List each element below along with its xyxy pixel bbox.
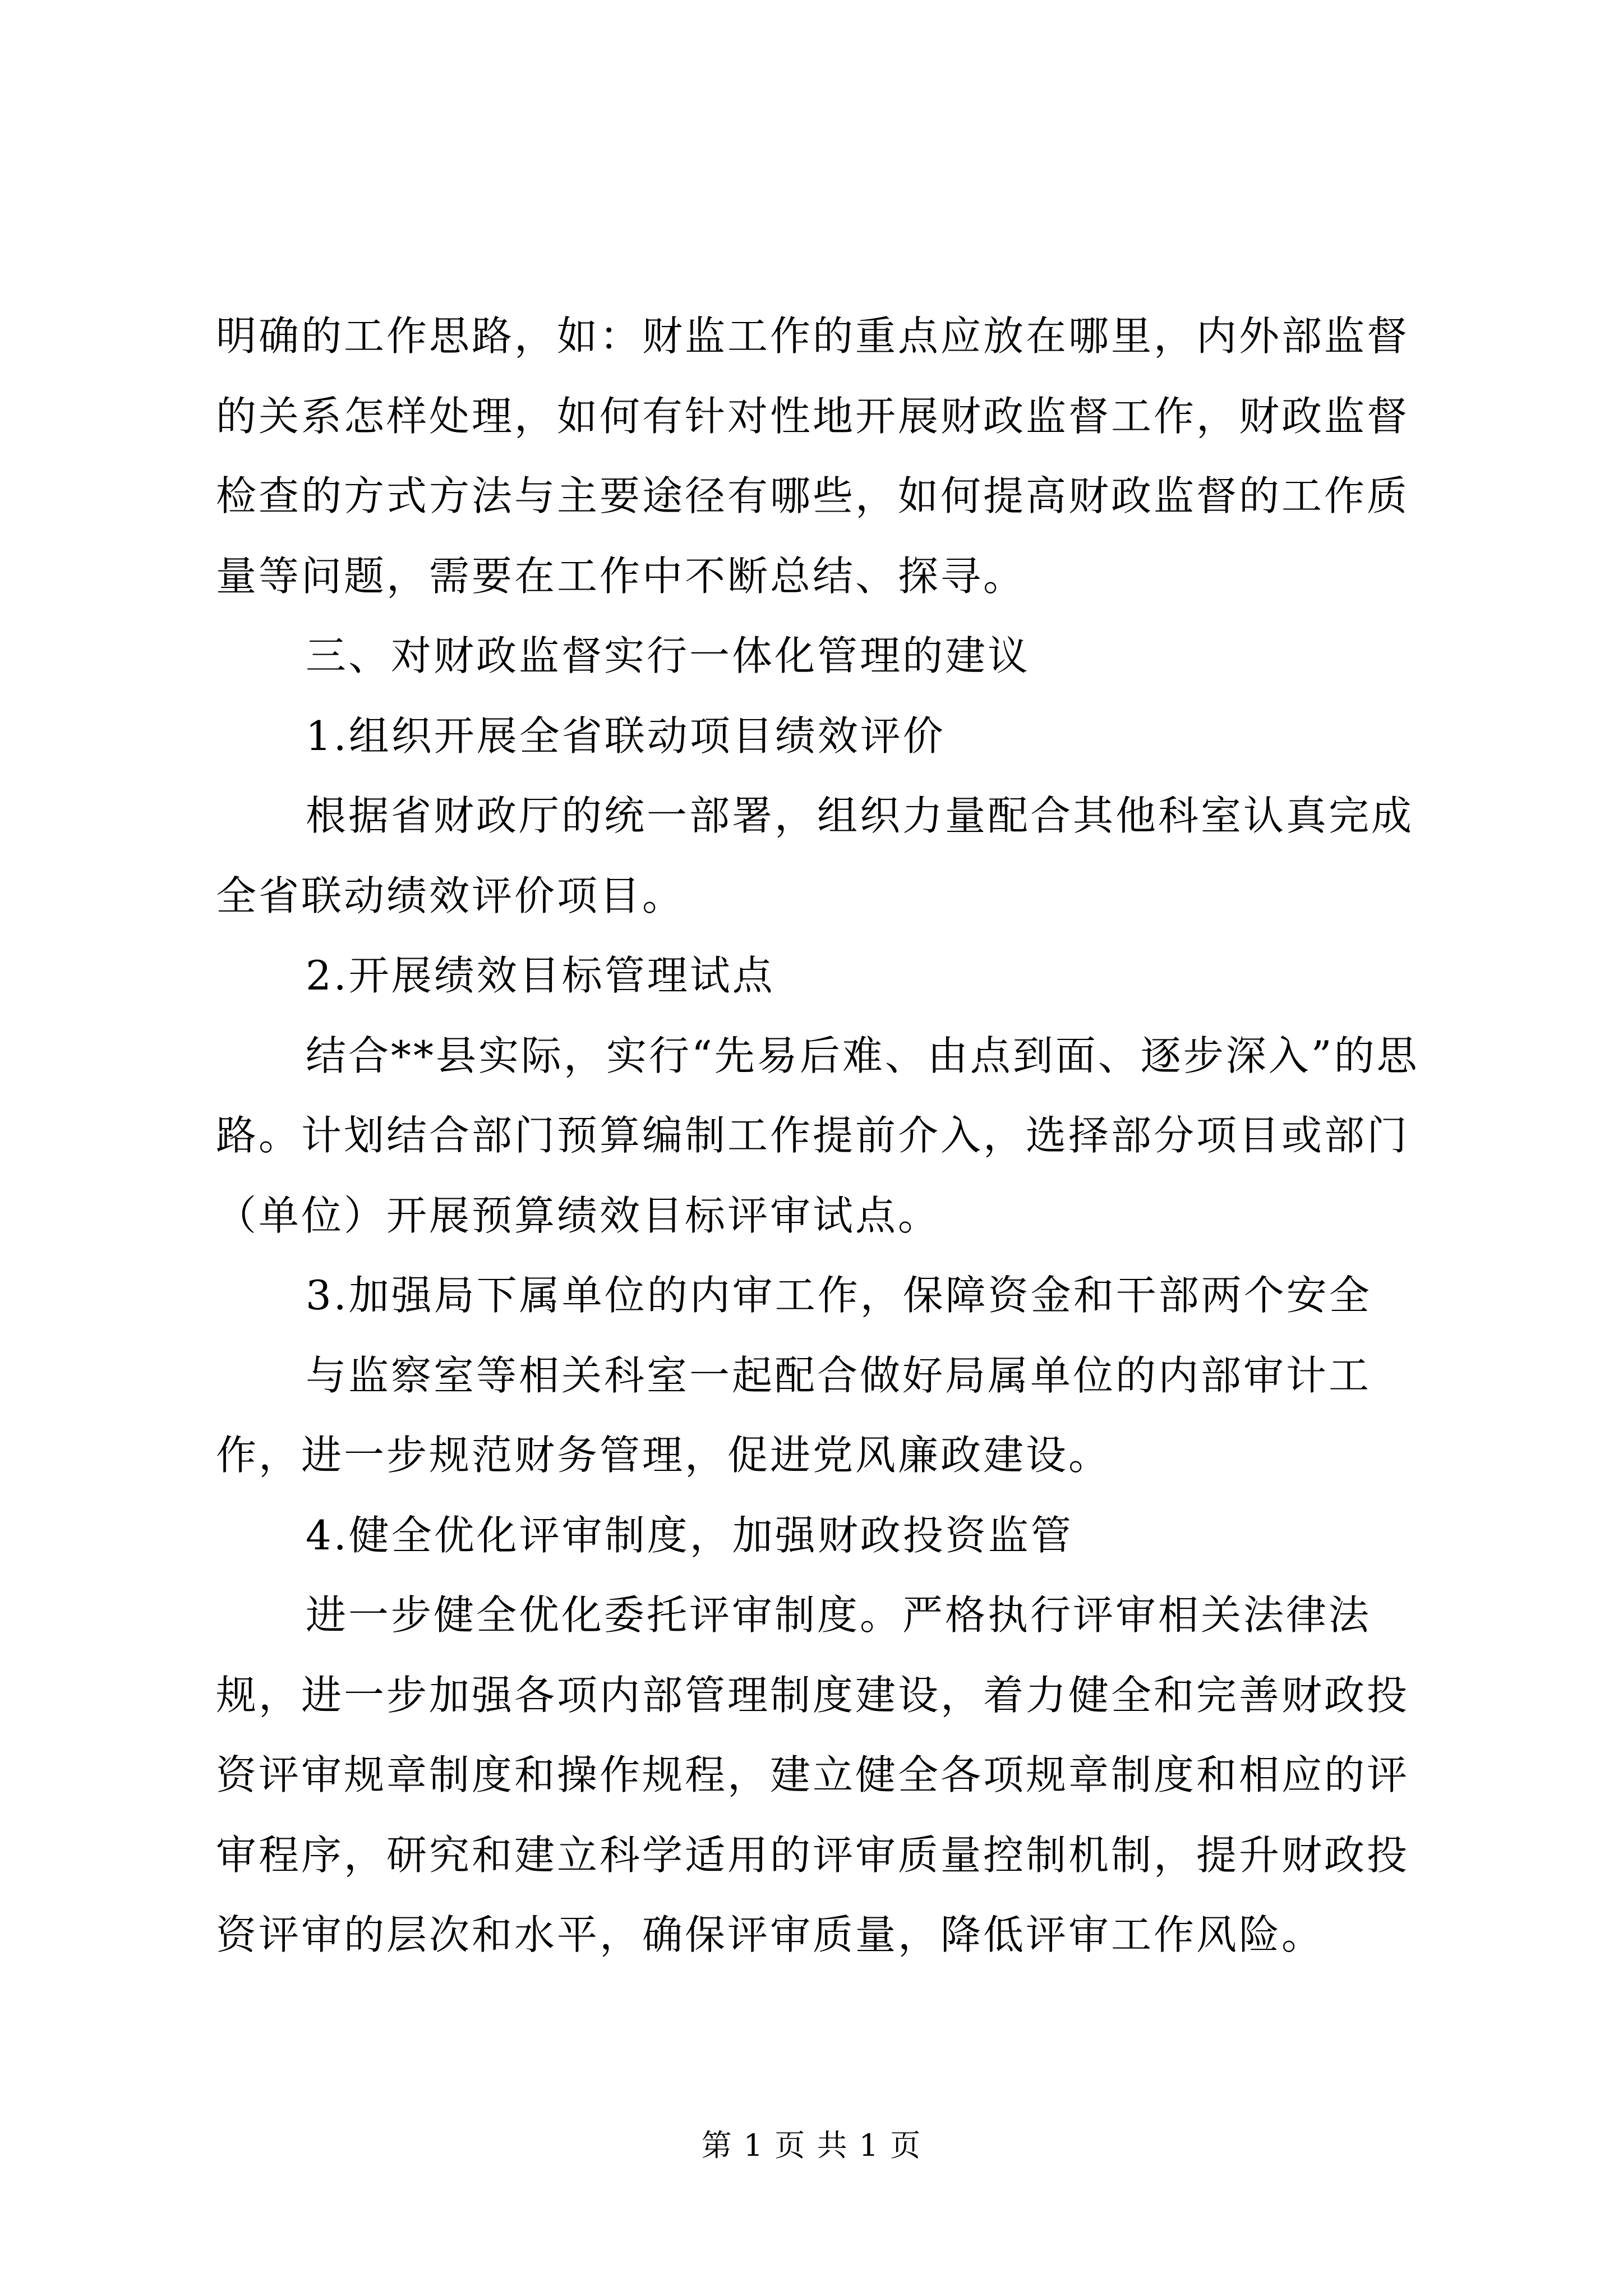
- item-heading-3: 3.加强局下属单位的内审工作，保障资金和干部两个安全: [306, 1272, 1372, 1319]
- item-heading-4: 4.健全优化评审制度，加强财政投资监管: [306, 1511, 1073, 1559]
- item-heading-1: 1.组织开展全省联动项目绩效评价: [306, 712, 946, 760]
- page-footer: 第 1 页 共 1 页: [701, 2128, 922, 2163]
- paragraph-continuation: 明确的工作思路，如：财监工作的重点应放在哪里，内外部监督的关系怎样处理，如何有针对性地开展财政监督工作，财政监督检查的方式方法与主要途径有哪些，如何提高财政监督的工作质量等问题，需要在工作中不断总结、探寻。: [216, 312, 1410, 600]
- item-body-2: 结合**县实际，实行“先易后难、由点到面、逐步深入”的思路。计划结合部门预算编制工作提前介入，选择部分项目或部门（单位）开展预算绩效目标评审试点。: [216, 1032, 1419, 1239]
- item-heading-2: 2.开展绩效目标管理试点: [306, 952, 775, 999]
- item-body-3: 与监察室等相关科室一起配合做好局属单位的内部审计工作，进一步规范财务管理，促进党风廉政建设。: [216, 1351, 1372, 1479]
- item-body-1: 根据省财政厅的统一部署，组织力量配合其他科室认真完成全省联动绩效评价项目。: [216, 792, 1414, 919]
- item-body-4: 进一步健全优化委托评审制度。严格执行评审相关法律法规，进一步加强各项内部管理制度建设，着力健全和完善财政投资评审规章制度和操作规程，建立健全各项规章制度和相应的评审程序，研究和建立科学适用的评审质量控制机制，提升财政投资评审的层次和水平，确保评审质量，降低评审工作风险。: [216, 1591, 1410, 1958]
- document-body: [216, 296, 1427, 1975]
- section-heading-3: 三、对财政监督实行一体化管理的建议: [306, 632, 1031, 679]
